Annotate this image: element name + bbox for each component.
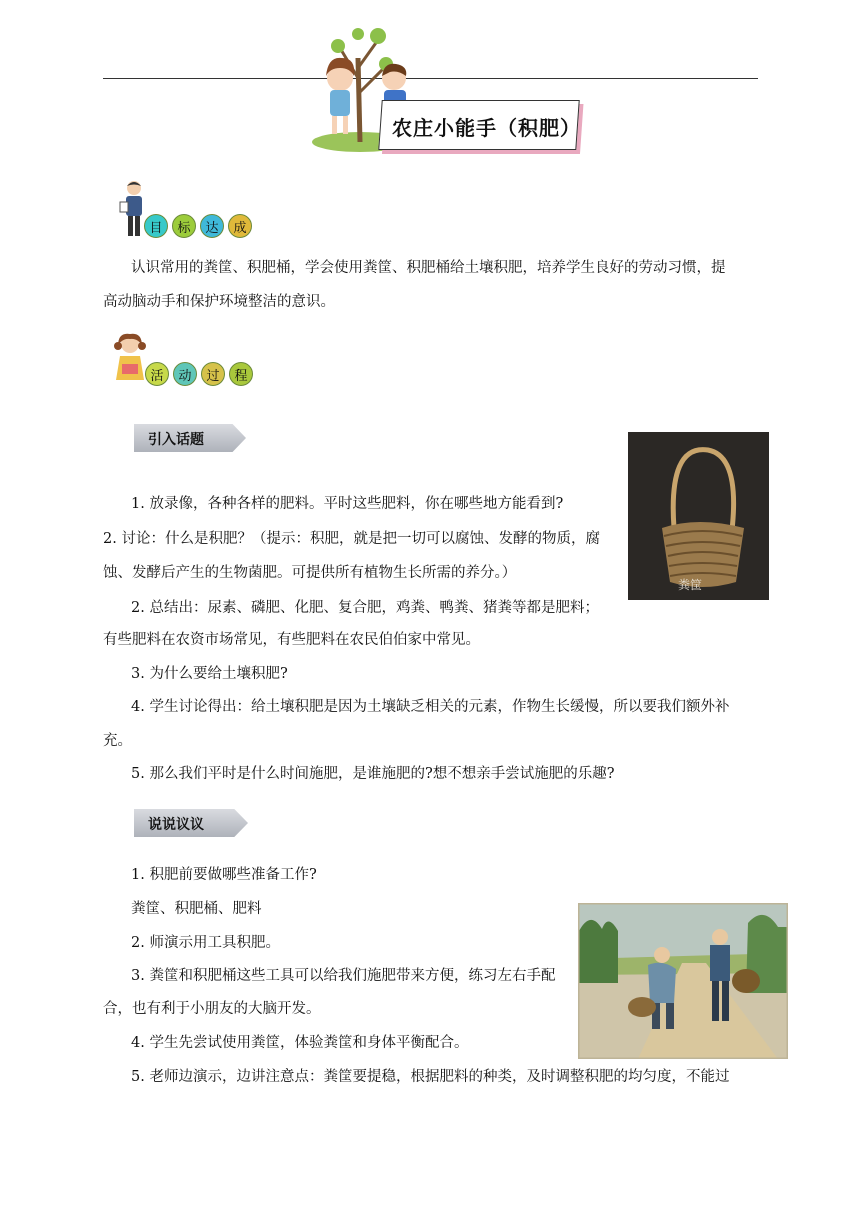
poster-photo — [578, 903, 788, 1059]
basket-photo — [628, 432, 769, 600]
heading-chip: 达 — [200, 214, 224, 238]
discuss-item-1-answer: 粪筐、积肥桶、肥料 — [131, 901, 262, 917]
discuss-item-3-line-1: 3. 粪筐和积肥桶这些工具可以给我们施肥带来方便，练习左右手配 — [131, 968, 556, 984]
intro-topic-label: 引入话题 — [148, 432, 204, 448]
intro-item-6: 5. 那么我们平时是什么时间施肥，是谁施肥的?想不想亲手尝试施肥的乐趣? — [131, 766, 615, 782]
discuss-item-2: 2. 师演示用工具积肥。 — [131, 935, 280, 951]
intro-topic-tag — [134, 424, 246, 452]
intro-item-2-line-2: 蚀、发酵后产生的生物菌肥。可提供所有植物生长所需的养分。） — [103, 565, 517, 581]
heading-chip: 过 — [201, 362, 225, 386]
heading-chip: 目 — [144, 214, 168, 238]
discussion-label: 说说议议 — [148, 817, 204, 833]
intro-item-3-line-2: 有些肥料在农资市场常见，有些肥料在农民伯伯家中常见。 — [103, 632, 480, 648]
girl-reading-icon — [112, 332, 148, 384]
discussion-tag — [134, 809, 248, 837]
intro-item-4: 3. 为什么要给土壤积肥? — [131, 666, 288, 682]
intro-item-2-line-1: 2. 讨论：什么是积肥？（提示：积肥，就是把一切可以腐蚀、发酵的物质，腐 — [103, 531, 600, 547]
goal-section-heading — [144, 214, 252, 238]
intro-item-3-line-1: 2. 总结出：尿素、磷肥、化肥、复合肥，鸡粪、鸭粪、猪粪等都是肥料； — [131, 600, 599, 616]
heading-chip: 标 — [172, 214, 196, 238]
intro-item-5-line-1: 4. 学生讨论得出：给土壤积肥是因为土壤缺乏相关的元素，作物生长缓慢，所以要我们额外补 — [131, 699, 730, 715]
farm-poster-illustration — [578, 903, 788, 1059]
discuss-item-1: 1. 积肥前要做哪些准备工作? — [131, 867, 317, 883]
heading-chip: 动 — [173, 362, 197, 386]
process-section-heading — [145, 362, 253, 386]
discuss-item-5: 5. 老师边演示，边讲注意点：粪筐要提稳，根据肥料的种类，及时调整积肥的均匀度，不能过 — [131, 1069, 730, 1085]
heading-chip: 活 — [145, 362, 169, 386]
discuss-item-3-line-2: 合，也有利于小朋友的大脑开发。 — [103, 1001, 321, 1017]
basket-illustration — [628, 432, 769, 600]
page-title: 农庄小能手（积肥） — [392, 116, 581, 140]
heading-chip: 程 — [229, 362, 253, 386]
basket-caption: 粪筐 — [678, 578, 703, 592]
goal-text-line-2: 高动脑动手和保护环境整洁的意识。 — [103, 294, 335, 310]
intro-item-5-line-2: 充。 — [103, 733, 132, 749]
discuss-item-4: 4. 学生先尝试使用粪筐，体验粪筐和身体平衡配合。 — [131, 1035, 469, 1051]
intro-item-1: 1. 放录像，各种各样的肥料。平时这些肥料，你在哪些地方能看到? — [131, 496, 564, 512]
heading-chip: 成 — [228, 214, 252, 238]
goal-text-line-1: 认识常用的粪筐、积肥桶，学会使用粪筐、积肥桶给土壤积肥，培养学生良好的劳动习惯，提 — [131, 260, 726, 276]
